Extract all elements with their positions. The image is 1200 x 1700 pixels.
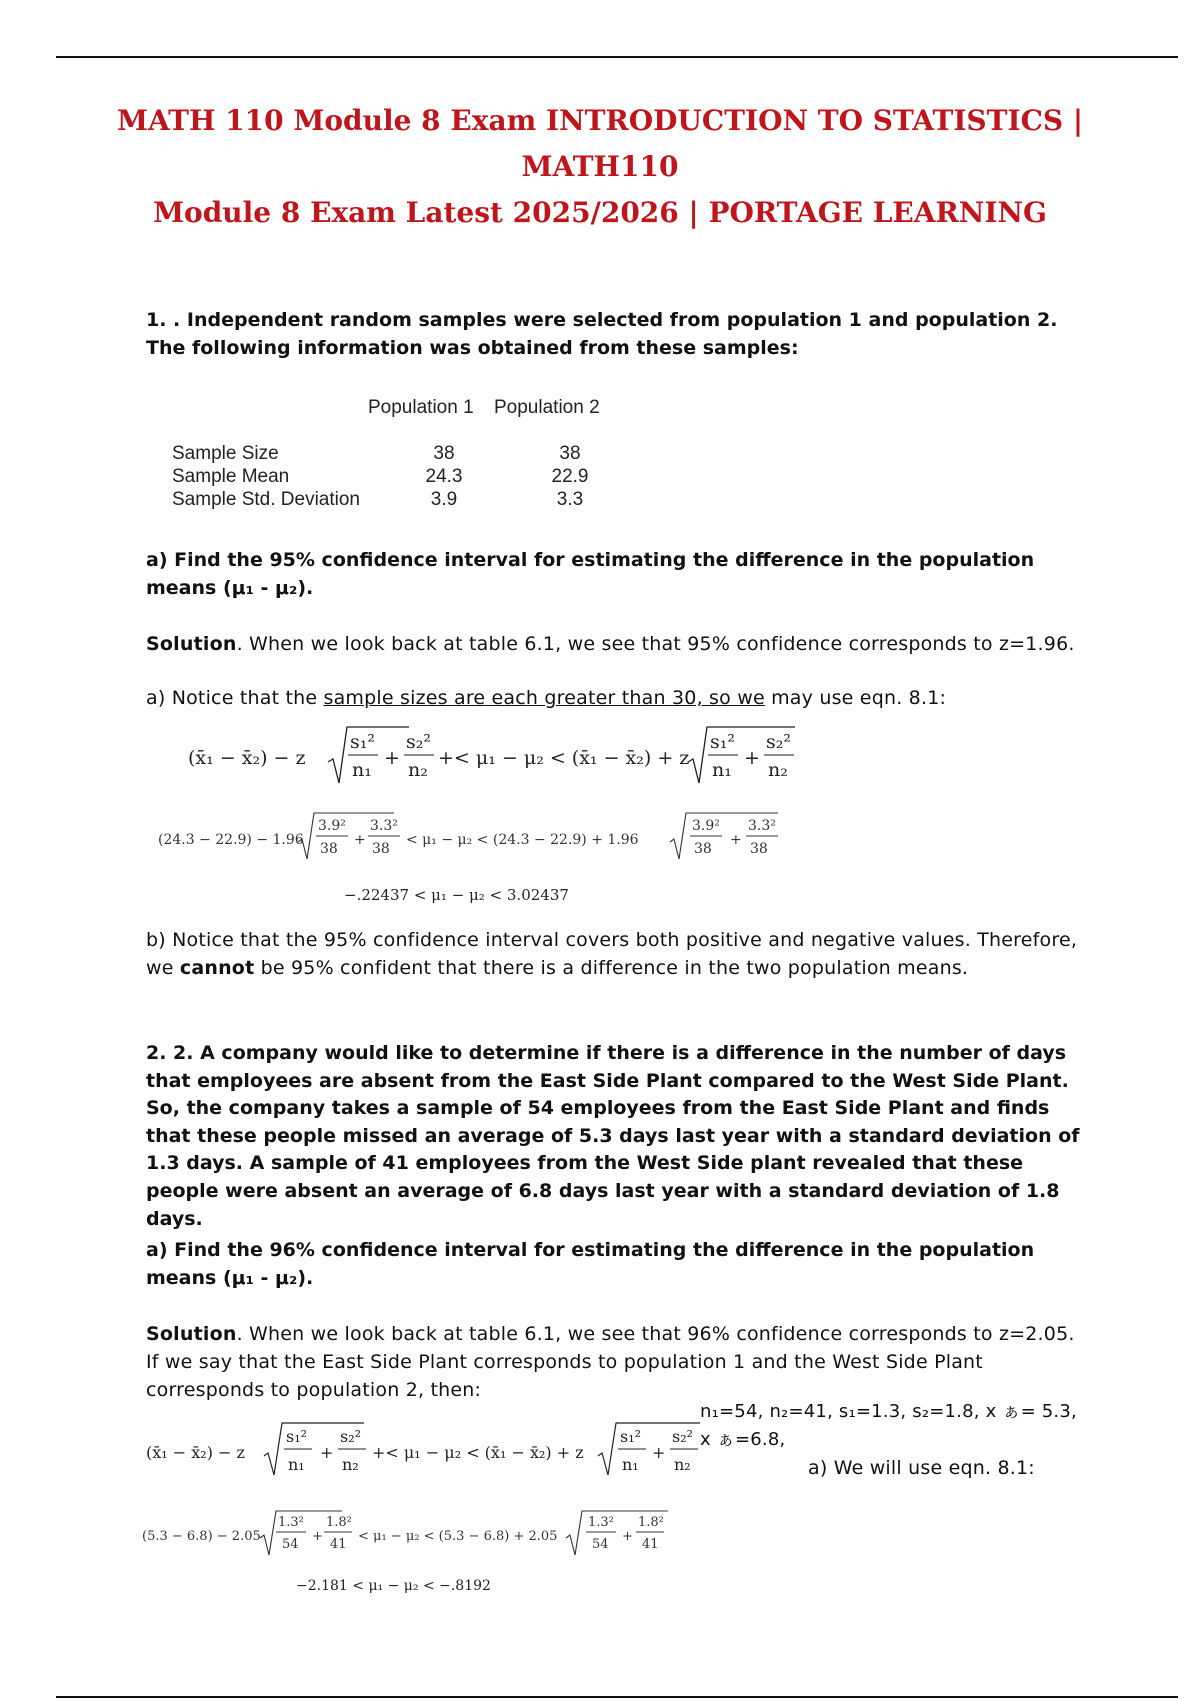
confidence-interval-formula bbox=[188, 722, 828, 796]
svg-text:n₁: n₁ bbox=[622, 1455, 639, 1474]
part-b-text-end: be 95% confident that there is a difference in the two population means. bbox=[254, 957, 969, 979]
solution-label: Solution bbox=[146, 633, 237, 655]
document-title bbox=[40, 98, 1160, 236]
bottom-divider bbox=[56, 1696, 1178, 1698]
svg-text:+: + bbox=[312, 1529, 323, 1544]
svg-text:s₁²: s₁² bbox=[620, 1427, 642, 1446]
eqn-note: a) We will use eqn. 8.1: bbox=[808, 1457, 1035, 1479]
svg-text:1.3²: 1.3² bbox=[278, 1515, 304, 1530]
svg-text:n₁: n₁ bbox=[288, 1455, 305, 1474]
notice-underlined-text: sample sizes are each greater than 30, so we bbox=[323, 687, 765, 709]
given-values-line-2: x ぁ=6.8, bbox=[700, 1429, 786, 1450]
sample-data-table bbox=[172, 396, 652, 516]
svg-text:+: + bbox=[744, 747, 760, 769]
svg-text:+: + bbox=[384, 747, 400, 769]
q2-substitution bbox=[142, 1506, 672, 1570]
title-line-2: Module 8 Exam Latest 2025/2026 | PORTAGE LEARNING bbox=[153, 196, 1047, 229]
svg-text:(x̄₁ − x̄₂) − z: (x̄₁ − x̄₂) − z bbox=[146, 1443, 245, 1462]
svg-text:n₂: n₂ bbox=[342, 1455, 359, 1474]
svg-text:+: + bbox=[320, 1443, 334, 1462]
svg-text:+< μ₁ − μ₂ < (x̄₁ − x̄₂) + z: +< μ₁ − μ₂ < (x̄₁ − x̄₂) + z bbox=[438, 747, 690, 769]
question-2-solution bbox=[146, 1320, 1086, 1404]
question-1-prompt: 1. . Independent random samples were selected from population 1 and population 2. The following information was obtained from these samples: bbox=[146, 309, 1058, 359]
svg-text:1.3²: 1.3² bbox=[588, 1515, 614, 1530]
solution-text: . When we look back at table 6.1, we see that 96% confidence corresponds to z=2.05. If we say that the East Side Plant corresponds to population 1 and the West Side Plant corresponds to population 2, then: bbox=[146, 1323, 1075, 1401]
svg-text:n₂: n₂ bbox=[408, 759, 428, 781]
svg-text:s₁²: s₁² bbox=[286, 1427, 308, 1446]
population-1-value: 38 bbox=[433, 443, 455, 464]
solution-label: Solution bbox=[146, 1323, 237, 1345]
svg-text:s₂²: s₂² bbox=[766, 731, 791, 753]
top-divider bbox=[56, 56, 1178, 58]
svg-text:38: 38 bbox=[372, 841, 390, 857]
svg-text:s₁²: s₁² bbox=[710, 731, 735, 753]
given-values-line-1: n₁=54, n₂=41, s₁=1.3, s₂=1.8, x ぁ= 5.3, bbox=[700, 1401, 1077, 1422]
question-1-part-b bbox=[146, 926, 1086, 982]
svg-text:38: 38 bbox=[694, 841, 712, 857]
population-1-value: 24.3 bbox=[425, 466, 463, 487]
table-header-population-1: Population 1 bbox=[368, 397, 474, 418]
svg-text:38: 38 bbox=[750, 841, 768, 857]
svg-text:(x̄₁ − x̄₂) − z: (x̄₁ − x̄₂) − z bbox=[188, 747, 306, 769]
svg-text:n₁: n₁ bbox=[712, 759, 732, 781]
svg-text:54: 54 bbox=[592, 1537, 609, 1552]
svg-text:s₁²: s₁² bbox=[350, 731, 375, 753]
row-label: Sample Mean bbox=[172, 466, 290, 487]
q2-confidence-interval-formula bbox=[146, 1418, 706, 1490]
svg-text:n₂: n₂ bbox=[768, 759, 788, 781]
title-line-1: MATH 110 Module 8 Exam INTRODUCTION TO STATISTICS | MATH110 bbox=[116, 104, 1084, 183]
substitution-graphic bbox=[158, 808, 798, 868]
population-2-value: 22.9 bbox=[551, 466, 589, 487]
q1-substitution bbox=[158, 808, 798, 872]
svg-text:< μ₁ − μ₂ < (5.3 − 6.8) + 2.05: < μ₁ − μ₂ < (5.3 − 6.8) + 2.05 bbox=[358, 1529, 558, 1544]
question-1-notice-a bbox=[146, 684, 1086, 712]
q2-result: −2.181 < μ₁ − μ₂ < −.8192 bbox=[296, 1578, 491, 1594]
svg-text:(5.3 − 6.8) − 2.05: (5.3 − 6.8) − 2.05 bbox=[142, 1529, 261, 1544]
svg-text:s₂²: s₂² bbox=[406, 731, 431, 753]
notice-text-start: a) Notice that the bbox=[146, 687, 324, 709]
svg-text:s₂²: s₂² bbox=[672, 1427, 694, 1446]
svg-text:41: 41 bbox=[330, 1537, 347, 1552]
svg-text:< μ₁ − μ₂ < (24.3 − 22.9) + 1.: < μ₁ − μ₂ < (24.3 − 22.9) + 1.96 bbox=[406, 832, 639, 848]
population-2-value: 38 bbox=[559, 443, 581, 464]
svg-text:3.9²: 3.9² bbox=[692, 818, 720, 834]
formula-graphic bbox=[146, 1418, 706, 1486]
svg-text:38: 38 bbox=[320, 841, 338, 857]
svg-text:+< μ₁ − μ₂ < (x̄₁ − x̄₂) + z: +< μ₁ − μ₂ < (x̄₁ − x̄₂) + z bbox=[372, 1443, 584, 1462]
population-2-value: 3.3 bbox=[556, 489, 584, 510]
svg-text:1.8²: 1.8² bbox=[638, 1515, 664, 1530]
svg-text:+: + bbox=[652, 1443, 666, 1462]
solution-text: . When we look back at table 6.1, we see that 95% confidence corresponds to z=1.96. bbox=[236, 633, 1075, 655]
svg-text:3.9²: 3.9² bbox=[318, 818, 346, 834]
formula-graphic bbox=[188, 722, 828, 792]
svg-text:n₁: n₁ bbox=[352, 759, 372, 781]
question-2-part-a: a) Find the 96% confidence interval for estimating the difference in the population means (μ₁ - μ₂). bbox=[146, 1239, 1035, 1289]
svg-text:54: 54 bbox=[282, 1537, 299, 1552]
substitution-graphic bbox=[142, 1506, 672, 1566]
population-1-value: 3.9 bbox=[430, 489, 458, 510]
svg-text:41: 41 bbox=[642, 1537, 659, 1552]
svg-text:+: + bbox=[354, 832, 366, 848]
svg-text:1.8²: 1.8² bbox=[326, 1515, 352, 1530]
row-label: Sample Std. Deviation bbox=[172, 489, 360, 510]
table-header-population-2: Population 2 bbox=[494, 397, 600, 418]
svg-text:n₂: n₂ bbox=[674, 1455, 691, 1474]
notice-text-end: may use eqn. 8.1: bbox=[764, 687, 947, 709]
q1-result: −.22437 < μ₁ − μ₂ < 3.02437 bbox=[344, 886, 569, 904]
svg-text:3.3²: 3.3² bbox=[370, 818, 398, 834]
part-b-emphasis: cannot bbox=[179, 957, 255, 979]
svg-text:(24.3 − 22.9) − 1.96: (24.3 − 22.9) − 1.96 bbox=[158, 832, 304, 848]
part-b-text-start: b) Notice that the 95% confidence interval covers both positive and negative values. Therefore, we bbox=[146, 929, 1078, 979]
question-2-prompt: 2. 2. A company would like to determine if there is a difference in the number of days that employees are absent from the East Side Plant compared to the West Side Plant. So, the company takes a sample of 54 employees from the East Side Plant and finds that these people missed an average of 5.3 days last year with a standard deviation of 1.3 days. A sample of 41 employees from the West Side plant revealed that these people were absent an average of 6.8 days last year with a standard deviation of 1.8 days. bbox=[146, 1042, 1080, 1230]
given-values bbox=[700, 1398, 1170, 1454]
svg-text:+: + bbox=[730, 832, 742, 848]
question-1-solution bbox=[146, 630, 1086, 658]
svg-text:3.3²: 3.3² bbox=[748, 818, 776, 834]
row-label: Sample Size bbox=[172, 443, 279, 464]
svg-text:+: + bbox=[622, 1529, 633, 1544]
svg-text:s₂²: s₂² bbox=[340, 1427, 362, 1446]
question-1-part-a: a) Find the 95% confidence interval for estimating the difference in the population means (μ₁ - μ₂). bbox=[146, 549, 1035, 599]
